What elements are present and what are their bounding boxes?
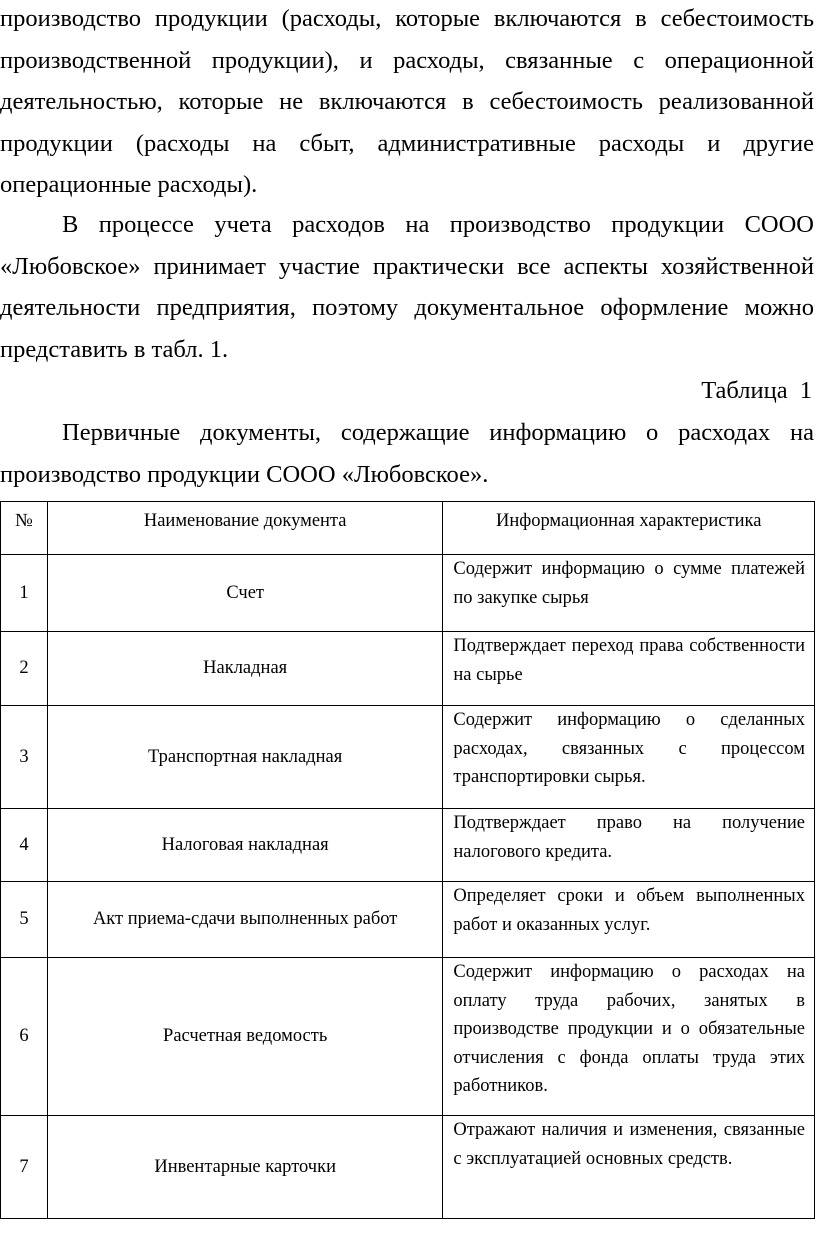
header-number: № <box>1 502 48 555</box>
row-number: 3 <box>1 706 48 809</box>
row-number: 1 <box>1 555 48 632</box>
table-row <box>1 958 815 1116</box>
row-number: 7 <box>1 1116 48 1219</box>
paragraph-accounting-process: В процессе учета расходов на производство продукции СООО «Любовское» принимает участие практически все аспекты хозяйственной деятельности предприятия, поэтому документальное оформление можно представить в табл. 1. <box>0 211 814 363</box>
table-row <box>1 632 815 706</box>
header-document-name: Наименование документа <box>47 502 442 555</box>
table-row <box>1 882 815 958</box>
document-name: Налоговая накладная <box>47 809 442 882</box>
document-info: Содержит информацию о сделанных расходах, связанных с процессом транспортировки сырья. <box>443 706 815 809</box>
table-row <box>1 1116 815 1219</box>
row-number: 5 <box>1 882 48 958</box>
document-name: Накладная <box>47 632 442 706</box>
table-row <box>1 706 815 809</box>
table-label: Таблица 1 <box>701 377 812 404</box>
paragraph-costs-intro: производство продукции (расходы, которые включаются в себестоимость производственной продукции), и расходы, связанные с операционной деятельностью, которые не включаются в себестоимость реализованной продукции (расходы на сбыт, административные расходы и другие операционные расходы). <box>0 5 814 198</box>
document-info: Определяет сроки и объем выполненных работ и оказанных услуг. <box>443 882 815 958</box>
document-info: Отражают наличия и изменения, связанные с эксплуатацией основных средств. <box>443 1116 815 1219</box>
table-row <box>1 809 815 882</box>
document-info: Подтверждает переход права собственности на сырье <box>443 632 815 706</box>
document-name: Счет <box>47 555 442 632</box>
document-name: Транспортная накладная <box>47 706 442 809</box>
document-info: Подтверждает право на получение налогового кредита. <box>443 809 815 882</box>
document-info: Содержит информацию о сумме платежей по закупке сырья <box>443 555 815 632</box>
document-name: Расчетная ведомость <box>47 958 442 1116</box>
row-number: 4 <box>1 809 48 882</box>
document-name: Акт приема-сдачи выполненных работ <box>47 882 442 958</box>
table-header-row <box>1 502 815 555</box>
table-caption: Первичные документы, содержащие информацию о расходах на производство продукции СООО «Любовское». <box>0 419 814 488</box>
document-info: Содержит информацию о расходах на оплату труда рабочих, занятых в производстве продукции и о обязательные отчисления с фонда оплаты труда этих работников. <box>443 958 815 1116</box>
row-number: 2 <box>1 632 48 706</box>
header-info: Информационная характеристика <box>443 502 815 555</box>
table-row <box>1 555 815 632</box>
primary-documents-table <box>0 501 815 1219</box>
document-name: Инвентарные карточки <box>47 1116 442 1219</box>
row-number: 6 <box>1 958 48 1116</box>
